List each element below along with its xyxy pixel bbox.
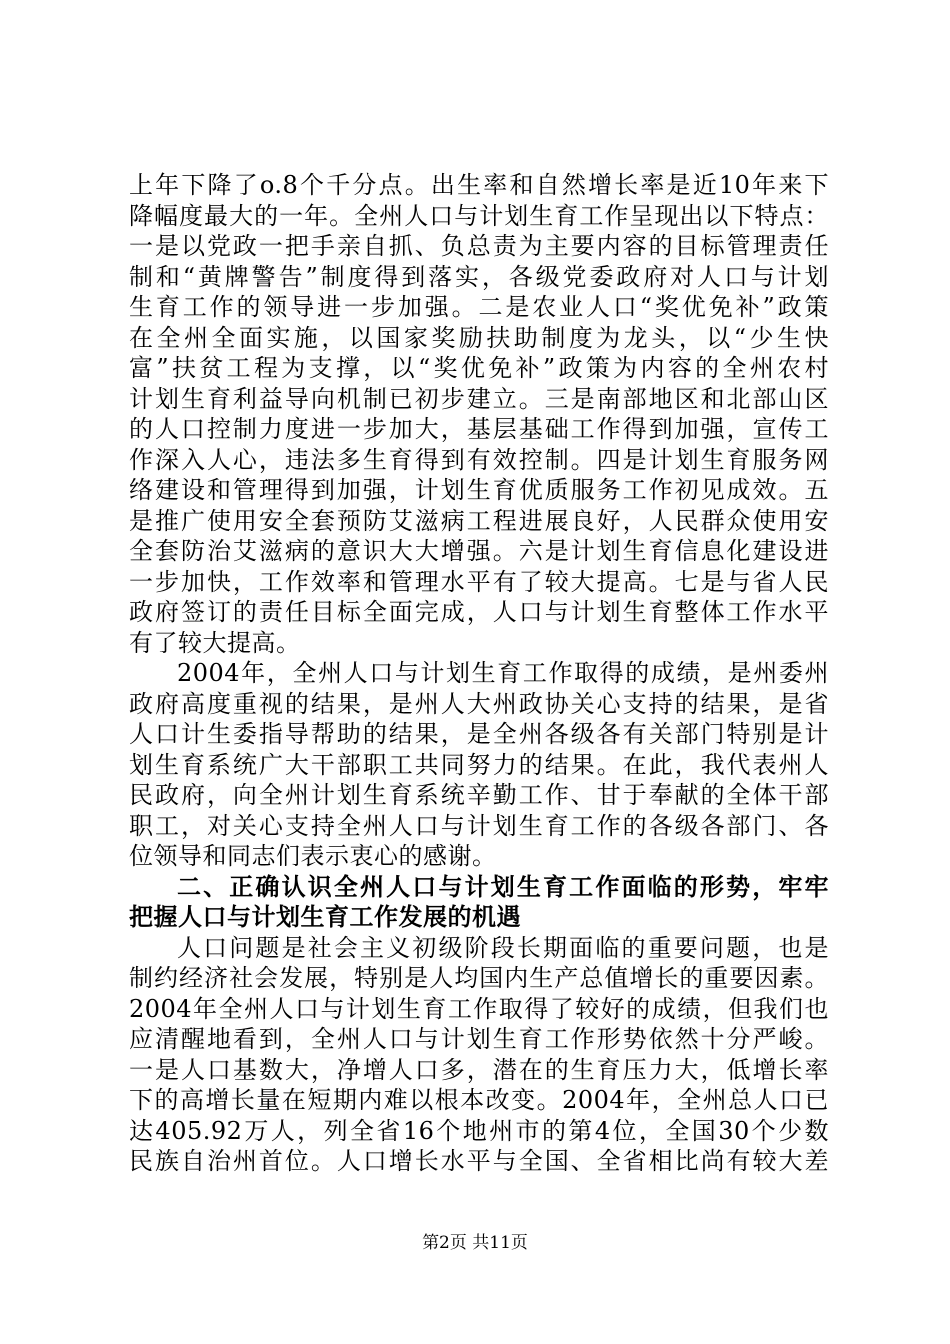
text-line: 是推广使用安全套预防艾滋病工程进展良好，人民群众使用安 xyxy=(129,506,829,535)
paragraph-achievements xyxy=(129,170,829,658)
text-line: 富”扶贫工程为支撑，以“奖优免补”政策为内容的全州农村 xyxy=(129,354,829,382)
paragraph-situation xyxy=(129,933,829,1177)
text-line: 2004年，全州人口与计划生育工作取得的成绩，是州委州 xyxy=(177,659,829,687)
text-line: 政府签订的责任目标全面完成，人口与计划生育整体工作水平 xyxy=(129,598,829,626)
text-line: 政府高度重视的结果，是州人大州政协关心支持的结果，是省 xyxy=(129,689,829,718)
text-line: 制和“黄牌警告”制度得到落实，各级党委政府对人口与计划 xyxy=(129,262,829,291)
text-line: 达405.92万人，列全省16个地州市的第4位，全国30个少数 xyxy=(129,1116,829,1145)
text-line: 全套防治艾滋病的意识大大增强。六是计划生育信息化建设进 xyxy=(129,537,829,565)
text-line: 2004年全州人口与计划生育工作取得了较好的成绩，但我们也 xyxy=(129,994,829,1023)
text-line: 划生育系统广大干部职工共同努力的结果。在此，我代表州人 xyxy=(129,750,829,779)
text-line: 作深入人心，违法多生育得到有效控制。四是计划生育服务网 xyxy=(129,445,829,474)
heading-line: 二、正确认识全州人口与计划生育工作面临的形势，牢牢 xyxy=(177,872,829,901)
text-line: 上年下降了o.8个千分点。出生率和自然增长率是近10年来下 xyxy=(129,171,829,199)
text-line: 人口计生委指导帮助的结果，是全州各级各有关部门特别是计 xyxy=(129,720,829,748)
text-line: 一是人口基数大，净增人口多，潜在的生育压力大，低增长率 xyxy=(129,1055,829,1084)
text-line: 在全州全面实施，以国家奖励扶助制度为龙头，以“少生快 xyxy=(129,323,829,352)
text-line: 民族自治州首位。人口增长水平与全国、全省相比尚有较大差 xyxy=(129,1147,829,1175)
text-line: 应清醒地看到，全州人口与计划生育工作形势依然十分严峻。 xyxy=(129,1025,829,1053)
heading-line: 把握人口与计划生育工作发展的机遇 xyxy=(129,903,521,931)
paragraph-thanks xyxy=(129,658,829,872)
text-line: 降幅度最大的一年。全州人口与计划生育工作呈现出以下特点： xyxy=(129,201,829,230)
text-line: 络建设和管理得到加强，计划生育优质服务工作初见成效。五 xyxy=(129,476,829,504)
text-line: 人口问题是社会主义初级阶段长期面临的重要问题，也是 xyxy=(177,933,829,962)
text-line: 计划生育利益导向机制已初步建立。三是南部地区和北部山区 xyxy=(129,384,829,413)
text-line: 制约经济社会发展，特别是人均国内生产总值增长的重要因素。 xyxy=(129,964,829,992)
text-line: 民政府，向全州计划生育系统辛勤工作、甘于奉献的全体干部 xyxy=(129,781,829,809)
text-line: 位领导和同志们表示衷心的感谢。 xyxy=(129,842,497,870)
text-line: 一是以党政一把手亲自抓、负总责为主要内容的目标管理责任 xyxy=(129,232,829,260)
section-heading xyxy=(129,872,829,933)
text-line: 的人口控制力度进一步加大，基层基础工作得到加强，宣传工 xyxy=(129,415,829,443)
text-line: 一步加快，工作效率和管理水平有了较大提高。七是与省人民 xyxy=(129,567,829,596)
text-line: 生育工作的领导进一步加强。二是农业人口“奖优免补”政策 xyxy=(129,293,829,321)
text-line: 职工，对关心支持全州人口与计划生育工作的各级各部门、各 xyxy=(129,811,829,840)
document-body xyxy=(129,170,829,1177)
page-footer: 第2页 共11页 xyxy=(422,1233,528,1253)
text-line: 下的高增长量在短期内难以根本改变。2004年，全州总人口已 xyxy=(129,1086,829,1114)
text-line: 有了较大提高。 xyxy=(129,628,301,657)
